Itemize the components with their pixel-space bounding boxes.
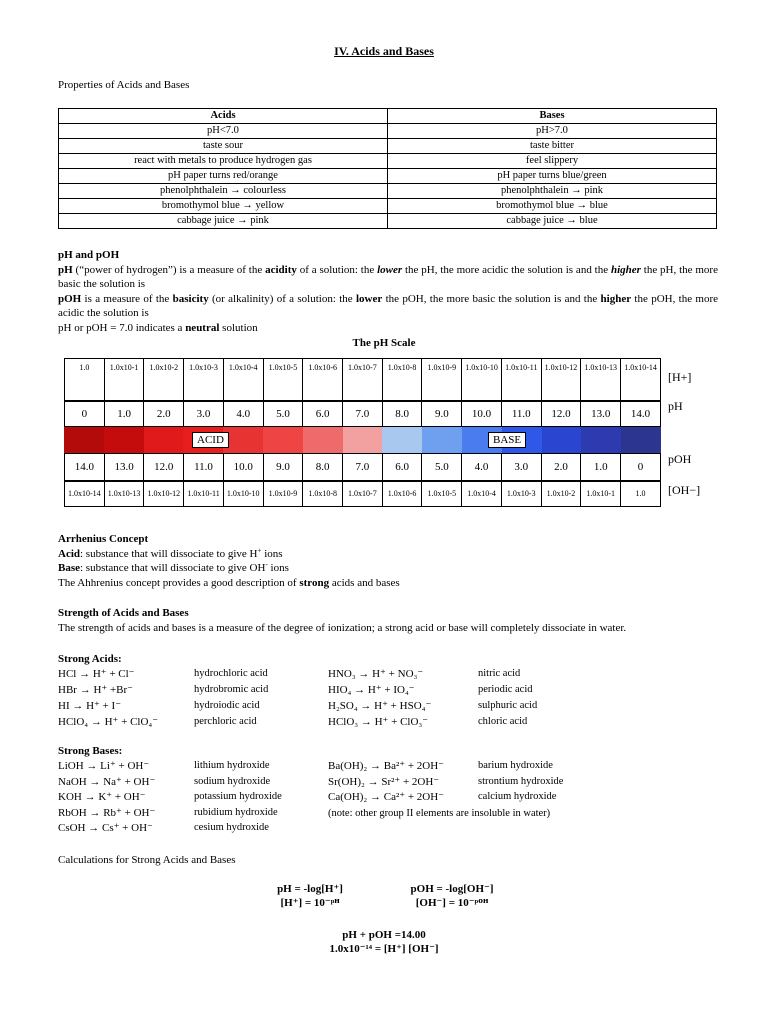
poh-value-cell: 11.0 — [184, 454, 224, 481]
ph-scale — [64, 358, 661, 507]
dissociation-equation: HI → H⁺ + I⁻ — [58, 700, 122, 712]
dissociation-equation: HCl → H⁺ + Cl⁻ — [58, 668, 135, 680]
compound-name: nitric acid — [478, 668, 521, 679]
base-property-cell: bromothymol blue → blue — [388, 199, 717, 214]
poh-row-label: pOH — [668, 452, 692, 466]
ph-term: pH — [58, 263, 73, 276]
poh-def-text-1: is a measure of the — [81, 292, 173, 305]
oh-concentration-cell: 1.0x10-14 — [65, 482, 105, 507]
properties-table-body — [59, 124, 717, 229]
sum-equation: pH + pOH =14.00 — [342, 929, 426, 941]
acid-property-cell: bromothymol blue → yellow — [59, 199, 388, 214]
h-concentration-cell: 1.0x10-5 — [263, 359, 303, 401]
arrhenius-base — [58, 561, 718, 576]
compound-name: hydroiodic acid — [194, 700, 260, 711]
dissociation-equation: NaOH → Na⁺ + OH⁻ — [58, 775, 156, 788]
ph-value-cell: 9.0 — [422, 402, 462, 427]
h-concentration-cell: 1.0x10-12 — [541, 359, 581, 401]
ph-color-bar — [64, 427, 661, 453]
poh-definition — [58, 292, 718, 321]
h-concentration-cell: 1.0x10-13 — [581, 359, 621, 401]
properties-table-header — [59, 109, 717, 124]
h-concentration-cell: 1.0x10-8 — [382, 359, 422, 401]
oh-row-label: [OH−] — [668, 483, 701, 497]
h-equation: [H⁺] = 10⁻ᵖᴴ — [280, 897, 340, 909]
poh-term: pOH — [58, 292, 82, 305]
ph-value-cell: 10.0 — [462, 402, 502, 427]
properties-row — [59, 124, 717, 139]
compound-name: hydrobromic acid — [194, 684, 269, 695]
compound-name: hydrochloric acid — [194, 668, 268, 679]
ph-value-cell: 6.0 — [303, 402, 343, 427]
dissociation-equation: RbOH → Rb⁺ + OH⁻ — [58, 806, 156, 819]
ph-value-cell: 14.0 — [621, 402, 661, 427]
ph-value-cell: 11.0 — [501, 402, 541, 427]
h-concentration-cell: 1.0 — [65, 359, 105, 401]
neutral-term: neutral — [185, 321, 220, 334]
neutral-text-1: pH or pOH = 7.0 indicates a — [58, 321, 186, 334]
neutral-statement — [58, 321, 718, 336]
poh-value-cell: 14.0 — [65, 454, 105, 481]
group-ii-note: (note: other group II elements are insoluble in water) — [328, 808, 551, 819]
ph-color-segment — [263, 427, 303, 453]
base-property-cell: pH>7.0 — [388, 124, 717, 139]
poh-def-text-3: the pOH, the more basic the solution is and the — [382, 292, 601, 305]
compound-name: sulphuric acid — [478, 700, 538, 711]
dissociation-equation: H₂SO₄ → H⁺ + HSO₄⁻ — [328, 700, 432, 712]
ph-value-cell: 8.0 — [382, 402, 422, 427]
h-concentration-cell: 1.0x10-7 — [343, 359, 383, 401]
compound-name: potassium hydroxide — [194, 791, 282, 802]
oh-concentration-cell: 1.0x10-10 — [223, 482, 263, 507]
properties-table — [58, 108, 717, 229]
higher-term-2: higher — [600, 292, 632, 305]
ph-def-text-3: the pH, the more acidic the solution is and the — [402, 263, 611, 276]
poh-def-text-2: (or alkalinity) of a solution: the — [208, 292, 356, 305]
ph-value-cell: 2.0 — [144, 402, 184, 427]
compound-name: strontium hydroxide — [478, 775, 564, 787]
dissociation-equation: Ca(OH)₂ → Ca²⁺ + 2OH⁻ — [328, 791, 444, 803]
poh-value-cell: 1.0 — [581, 454, 621, 481]
lower-term-2: lower — [355, 292, 383, 305]
dissociation-equation: LiOH → Li⁺ + OH⁻ — [58, 760, 150, 772]
note-text-2: acids and bases — [329, 576, 400, 589]
acid-def-end: ions — [261, 547, 283, 560]
base-property-cell: pH paper turns blue/green — [388, 169, 717, 184]
arrhenius-acid — [58, 547, 718, 562]
properties-row — [59, 184, 717, 199]
ph-color-segment — [144, 427, 184, 453]
compound-name: periodic acid — [478, 684, 533, 695]
compound-name: calcium hydroxide — [478, 791, 557, 802]
compound-name: barium hydroxide — [478, 760, 553, 771]
h-concentration-cell: 1.0x10-11 — [501, 359, 541, 401]
lower-term: lower — [377, 263, 403, 276]
strong-term: strong — [299, 576, 330, 589]
poh-value-cell: 6.0 — [382, 454, 422, 481]
ph-value-cell: 1.0 — [104, 402, 144, 427]
base-property-cell: cabbage juice → blue — [388, 214, 717, 229]
ph-value-cell: 12.0 — [541, 402, 581, 427]
neutral-text-2: solution — [219, 321, 258, 334]
note-text-1: The Ahhrenius concept provides a good description of — [58, 576, 300, 589]
dissociation-equation: CsOH → Cs⁺ + OH⁻ — [58, 822, 153, 834]
base-def-end: ions — [267, 562, 289, 574]
h-concentration-cell: 1.0x10-9 — [422, 359, 462, 401]
dissociation-equation: Sr(OH)₂ → Sr²⁺ + 2OH⁻ — [328, 775, 440, 788]
ph-value-cell: 13.0 — [581, 402, 621, 427]
dissociation-equation: HClO₃ → H⁺ + ClO₃⁻ — [328, 716, 429, 728]
h-concentration-cell: 1.0x10-6 — [303, 359, 343, 401]
ph-poh-heading: pH and pOH — [58, 249, 120, 261]
acid-property-cell: react with metals to produce hydrogen gas — [59, 154, 388, 169]
strength-heading: Strength of Acids and Bases — [58, 607, 189, 619]
properties-row — [59, 139, 717, 154]
oh-equation: [OH⁻] = 10⁻ᵖᴼᴴ — [415, 897, 489, 909]
poh-value-cell: 0 — [621, 454, 661, 481]
ph-color-segment — [104, 427, 144, 453]
oh-concentration-row — [64, 481, 661, 507]
h-concentration-row — [64, 358, 661, 401]
acid-label: ACID — [192, 432, 229, 448]
poh-value-cell: 2.0 — [541, 454, 581, 481]
h-concentration-cell: 1.0x10-14 — [621, 359, 661, 401]
ph-poh-section — [58, 248, 718, 335]
base-property-cell: feel slippery — [388, 154, 717, 169]
h-concentration-cell: 1.0x10-10 — [462, 359, 502, 401]
ph-color-segment — [542, 427, 582, 453]
base-def: : substance that will dissociate to give OH — [80, 562, 266, 574]
poh-value-cell: 5.0 — [422, 454, 462, 481]
compound-name: chloric acid — [478, 716, 528, 727]
ph-value-cell: 7.0 — [343, 402, 383, 427]
bases-header: Bases — [388, 109, 717, 124]
ph-value-cell: 3.0 — [184, 402, 224, 427]
page-title: IV. Acids and Bases — [334, 44, 434, 58]
oh-concentration-cell: 1.0x10-9 — [263, 482, 303, 507]
acid-def: : substance that will dissociate to give H — [80, 547, 258, 560]
strong-bases-heading: Strong Bases: — [58, 745, 123, 757]
h-concentration-cell: 1.0x10-1 — [104, 359, 144, 401]
ph-color-segment — [64, 427, 104, 453]
ph-def-text-2: of a solution: the — [296, 263, 378, 276]
dissociation-equation: HBr → H⁺ +Br⁻ — [58, 684, 133, 696]
oh-concentration-cell: 1.0x10-13 — [104, 482, 144, 507]
arrhenius-heading: Arrhenius Concept — [58, 533, 149, 545]
compound-name: perchloric acid — [194, 716, 257, 727]
strength-text: The strength of acids and bases is a measure of the degree of ionization; a strong acid or base will completely dissociate in water. — [58, 621, 627, 634]
base-property-cell: taste bitter — [388, 139, 717, 154]
acid-term: Acid — [58, 547, 80, 560]
strong-acids-heading: Strong Acids: — [58, 653, 122, 665]
base-sup: - — [265, 560, 268, 569]
h-row-label: [H+] — [668, 370, 692, 384]
poh-def-text-4: the pOH, the more acidic the solution is — [58, 292, 719, 319]
h-concentration-cell: 1.0x10-3 — [184, 359, 224, 401]
ph-color-segment — [303, 427, 343, 453]
higher-term: higher — [610, 263, 641, 276]
poh-value-cell: 9.0 — [263, 454, 303, 481]
poh-value-cell: 3.0 — [501, 454, 541, 481]
ph-value-cell: 0 — [65, 402, 105, 427]
dissociation-equation: HClO₄ → H⁺ + ClO₄⁻ — [58, 716, 159, 728]
poh-value-cell: 13.0 — [104, 454, 144, 481]
base-term: Base — [58, 562, 80, 574]
oh-concentration-cell: 1.0x10-2 — [541, 482, 581, 507]
ph-scale-title: The pH Scale — [352, 337, 416, 349]
oh-concentration-cell: 1.0x10-8 — [303, 482, 343, 507]
acid-property-cell: pH paper turns red/orange — [59, 169, 388, 184]
oh-concentration-cell: 1.0x10-4 — [462, 482, 502, 507]
calculations-heading: Calculations for Strong Acids and Bases — [58, 854, 236, 866]
ph-row-label: pH — [668, 399, 683, 413]
ph-color-segment — [621, 427, 661, 453]
acid-property-cell: pH<7.0 — [59, 124, 388, 139]
compound-name: cesium hydroxide — [194, 822, 269, 833]
compound-name: sodium hydroxide — [194, 775, 271, 787]
basicity-term: basicity — [172, 292, 209, 305]
ph-equation: pH = -log[H⁺] — [277, 883, 343, 895]
ph-color-segment — [223, 427, 263, 453]
ph-value-cell: 4.0 — [223, 402, 263, 427]
ph-def-text-1: (“power of hydrogen”) is a measure of the — [72, 263, 266, 276]
poh-value-cell: 8.0 — [303, 454, 343, 481]
poh-value-cell: 7.0 — [343, 454, 383, 481]
ph-color-segment — [422, 427, 462, 453]
ph-definition — [58, 263, 718, 292]
oh-concentration-cell: 1.0x10-3 — [501, 482, 541, 507]
oh-concentration-cell: 1.0x10-12 — [144, 482, 184, 507]
oh-concentration-cell: 1.0x10-11 — [184, 482, 224, 507]
oh-concentration-cell: 1.0x10-5 — [422, 482, 462, 507]
base-label: BASE — [488, 432, 526, 448]
properties-row — [59, 169, 717, 184]
dissociation-equation: Ba(OH)₂ → Ba²⁺ + 2OH⁻ — [328, 760, 444, 772]
ph-color-segment — [382, 427, 422, 453]
dissociation-equation: HIO₄ → H⁺ + IO₄⁻ — [328, 684, 415, 696]
properties-heading: Properties of Acids and Bases — [58, 79, 190, 91]
acid-property-cell: taste sour — [59, 139, 388, 154]
base-property-cell: phenolphthalein → pink — [388, 184, 717, 199]
ph-color-segment — [581, 427, 621, 453]
poh-equation: pOH = -log[OH⁻] — [410, 883, 494, 895]
compound-name: lithium hydroxide — [194, 760, 270, 771]
ph-value-cell: 5.0 — [263, 402, 303, 427]
properties-row — [59, 199, 717, 214]
oh-concentration-cell: 1.0 — [621, 482, 661, 507]
ph-def-text-4: the pH, the more basic the solution is — [58, 263, 718, 290]
h-concentration-cell: 1.0x10-4 — [223, 359, 263, 401]
h-concentration-cell: 1.0x10-2 — [144, 359, 184, 401]
oh-concentration-cell: 1.0x10-7 — [343, 482, 383, 507]
kw-equation: 1.0x10⁻¹⁴ = [H⁺] [OH⁻] — [329, 943, 439, 955]
acid-sup: + — [257, 545, 262, 554]
oh-concentration-cell: 1.0x10-1 — [581, 482, 621, 507]
poh-value-cell: 12.0 — [144, 454, 184, 481]
acid-property-cell: cabbage juice → pink — [59, 214, 388, 229]
compound-name: rubidium hydroxide — [194, 806, 278, 818]
poh-value-row — [64, 453, 661, 481]
acidity-term: acidity — [265, 263, 297, 276]
poh-value-cell: 4.0 — [462, 454, 502, 481]
dissociation-equation: HNO₃ → H⁺ + NO₃⁻ — [328, 668, 424, 680]
poh-value-cell: 10.0 — [223, 454, 263, 481]
ph-value-row — [64, 401, 661, 427]
arrhenius-section — [58, 532, 718, 590]
acid-property-cell: phenolphthalein → colourless — [59, 184, 388, 199]
properties-row — [59, 214, 717, 229]
arrhenius-note — [58, 576, 718, 591]
strength-section — [58, 606, 718, 635]
oh-concentration-cell: 1.0x10-6 — [382, 482, 422, 507]
properties-row — [59, 154, 717, 169]
acids-header: Acids — [59, 109, 388, 124]
ph-color-segment — [343, 427, 383, 453]
dissociation-equation: KOH → K⁺ + OH⁻ — [58, 791, 146, 803]
